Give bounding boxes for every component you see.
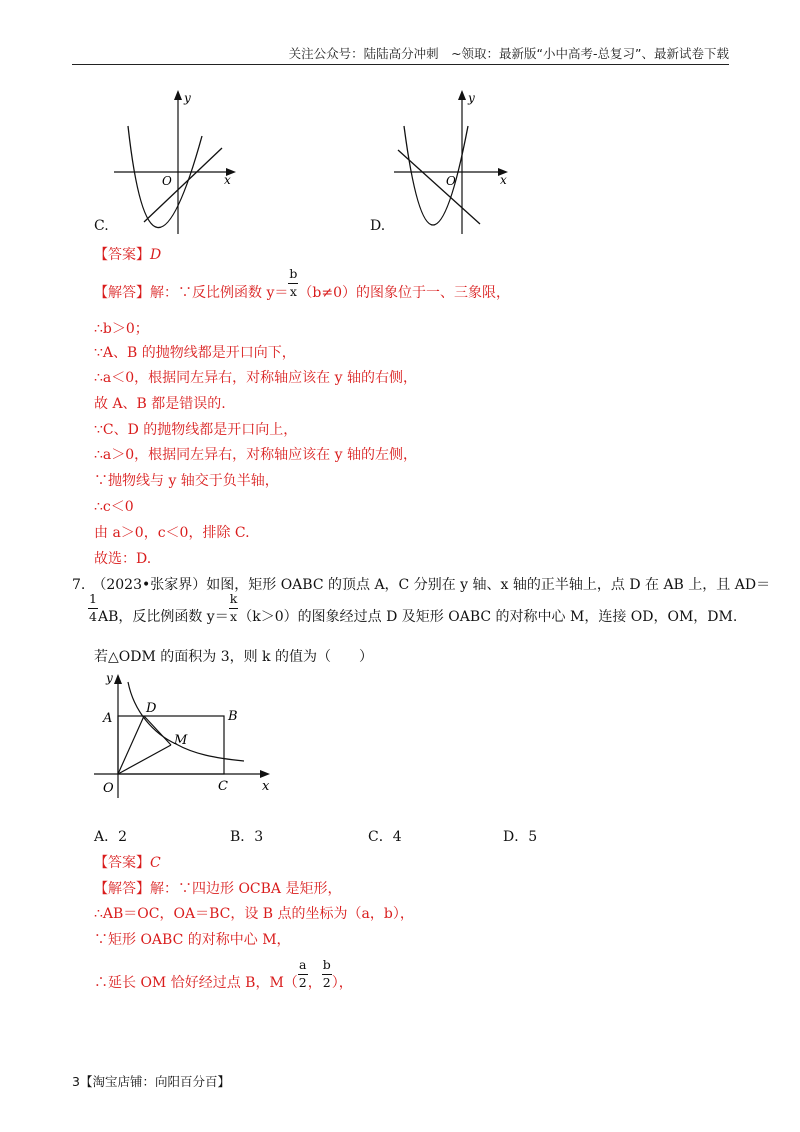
q6-jieda-line: 【解答】解：∵反比例函数 y＝ $\frac{b}{x}$ （b≠0）的图象位于一、三象限，	[94, 266, 510, 301]
fig-y-label: y	[106, 671, 113, 685]
q6-line-3: ∴a＜0，根据同左异右，对称轴应该在 y 轴的右侧，	[94, 370, 417, 386]
graph-d-x-label: x	[500, 173, 507, 187]
fraction-k-over-x: $\frac{k}{x}$	[229, 591, 238, 624]
q7-jieda-2: ∴AB＝OC，OA＝BC，设 B 点的坐标为（a，b），	[94, 906, 414, 922]
fig-point-m: M	[174, 733, 188, 748]
fig-point-a: A	[103, 711, 113, 726]
q6-line-4: 故 A、B 都是错误的.	[94, 396, 226, 412]
q7-figure	[94, 668, 280, 800]
q6-line-2: ∵A、B 的抛物线都是开口向下，	[94, 345, 296, 361]
fraction-a-over-2: $\frac{a}{2}$	[298, 957, 307, 990]
fig-point-d: D	[146, 701, 157, 716]
graph-d-label: D.	[370, 218, 386, 234]
fig-point-c: C	[218, 779, 228, 794]
page-header: 关注公众号：陆陆高分冲刺 ~领取：最新版“小中高考-总复习”、最新试卷下载	[288, 46, 729, 61]
fig-point-b: B	[228, 709, 238, 724]
q7-option-b: B．3	[230, 829, 264, 845]
graph-d-origin: O	[446, 174, 456, 188]
graph-c-x-label: x	[224, 173, 231, 187]
q7-stem-2: $\frac{1}{4}$ AB，反比例函数 y＝ $\frac{k}{x}$ （k＞0）的图象经过点 D 及矩形 OABC 的对称中心 M，连接 OD，OM，DM.	[89, 591, 738, 625]
q6-line-10: 故选：D.	[94, 551, 152, 567]
q7-stem-1: 7. （2023•张家界）如图，矩形 OABC 的顶点 A，C 分别在 y 轴、x 轴的正半轴上，点 D 在 AB 上，且 AD＝	[72, 577, 771, 593]
graph-d	[390, 88, 530, 238]
fraction-one-quarter: $\frac{1}{4}$	[89, 591, 97, 624]
graph-d-y-label: y	[468, 91, 475, 105]
q6-line-1: ∴b＞0；	[94, 321, 149, 337]
page-footer: 3【淘宝店铺：向阳百分百】	[72, 1074, 230, 1089]
header-rule	[72, 64, 729, 65]
graph-c-origin: O	[162, 174, 172, 188]
fraction-b-over-x: $\frac{b}{x}$	[289, 266, 298, 299]
fig-point-o: O	[103, 781, 114, 796]
graph-c	[110, 88, 250, 238]
fraction-b-over-2: $\frac{b}{2}$	[322, 957, 331, 990]
q6-line-9: 由 a＞0，c＜0，排除 C.	[94, 525, 250, 541]
q6-line-8: ∴c＜0	[94, 499, 134, 515]
q6-line-6: ∴a＞0，根据同左异右，对称轴应该在 y 轴的左侧，	[94, 447, 417, 463]
q6-line-5: ∵C、D 的抛物线都是开口向上，	[94, 422, 298, 438]
q7-jieda-3: ∵矩形 OABC 的对称中心 M，	[94, 932, 291, 948]
q7-jieda-4: ∴延长 OM 恰好经过点 B，M（ $\frac{a}{2}$ ， $\frac{b}{2}$ ），	[94, 957, 353, 991]
q7-option-a: A．2	[94, 829, 128, 845]
graph-c-y-label: y	[184, 91, 191, 105]
graph-c-label: C.	[94, 218, 109, 234]
fig-x-label: x	[262, 779, 270, 794]
q6-line-7: ∵抛物线与 y 轴交于负半轴，	[94, 473, 279, 489]
q7-option-c: C．4	[368, 829, 402, 845]
q6-answer: 【答案】D	[94, 247, 162, 263]
q7-answer: 【答案】C	[94, 855, 161, 871]
q7-jieda-1: 【解答】解：∵四边形 OCBA 是矩形，	[94, 881, 342, 897]
q7-option-d: D．5	[503, 829, 538, 845]
q7-stem-3: 若△ODM 的面积为 3，则 k 的值为（ ）	[94, 649, 373, 665]
